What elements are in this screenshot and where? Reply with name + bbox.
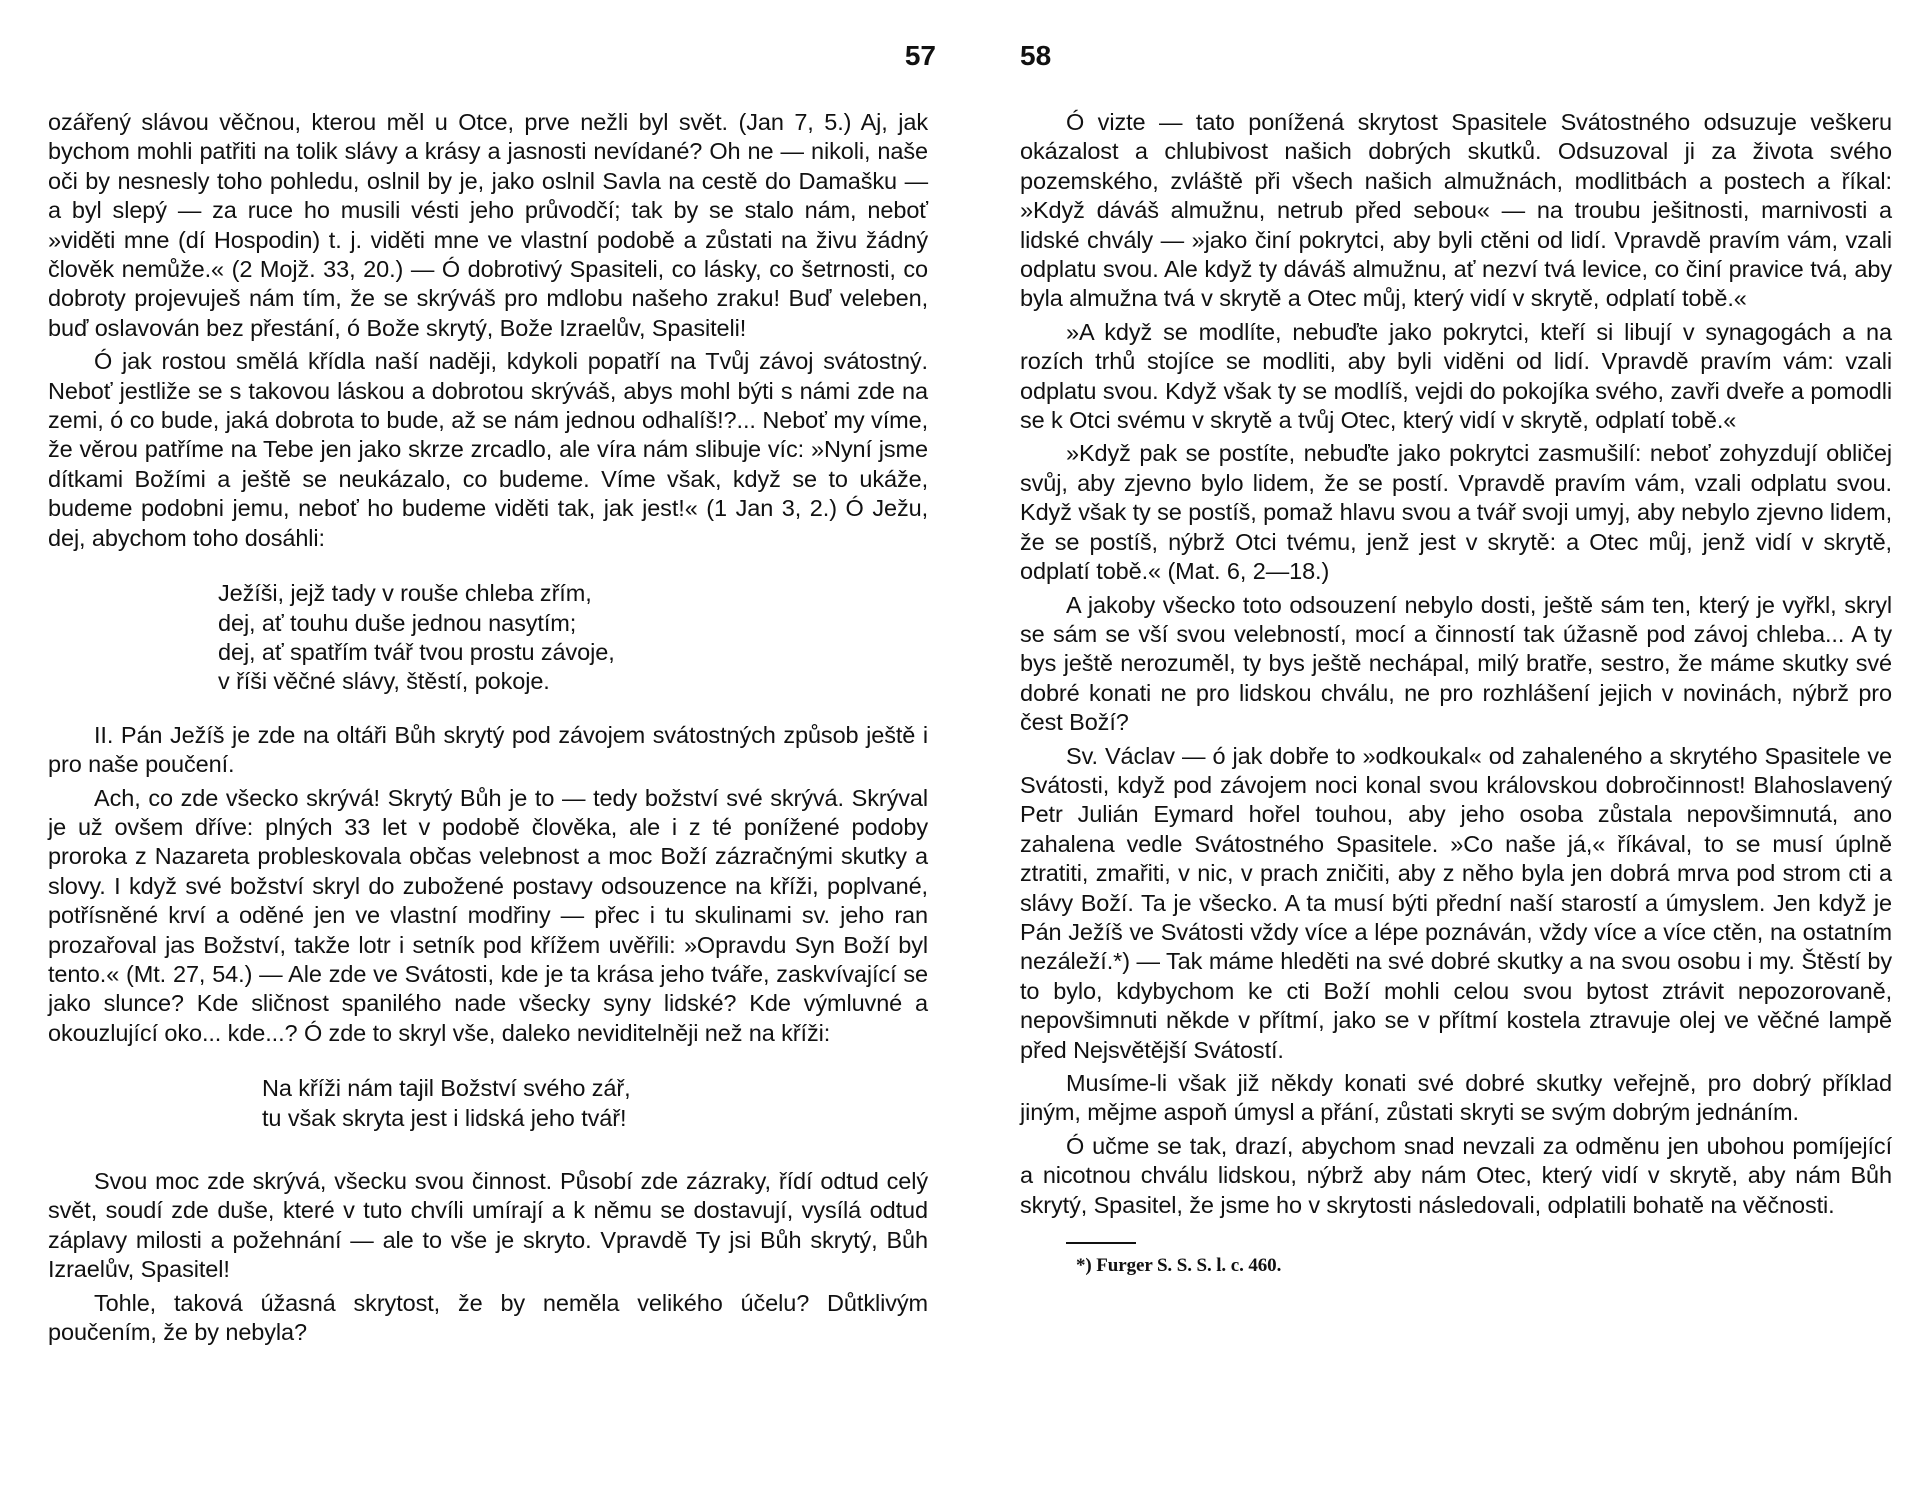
verse-line: dej, ať spatřím tvář tvou prostu závoje, [218,638,615,665]
page-body [48,108,928,1351]
verse-line: Na kříži nám tajil Božství svého zář, [262,1075,631,1102]
paragraph: Tohle, taková úžasná skrytost, že by neměla velikého účelu? Důtklivým poučením, že by nebyla? [48,1289,928,1346]
right-page [1020,0,1892,1500]
verse-block [218,579,928,697]
verse-line: dej, ať touhu duše jednou nasytím; [218,609,577,636]
paragraph: Musíme-li však již někdy konati své dobré skutky veřejně, pro dobrý příklad jiným, mějme aspoň úmysl a přání, zůstati skryti se svým dobrým jednáním. [1020,1070,1892,1126]
page-number: 57 [904,40,936,71]
paragraph: Svou moc zde skrývá, všecku svou činnost. Působí zde zázraky, řídí odtud celý svět, soudí zde duše, které v tuto chvíli umírají a k němu se dostavují, vysílá odtud záplavy milosti a požehnání — ale to vše je skryto. Vpravdě Ty jsi Bůh skrytý, Bůh Izraelův, Spasitel! [48,1168,928,1283]
paragraph: ozářený slávou věčnou, kterou měl u Otce, prve nežli byl svět. (Jan 7, 5.) Aj, jak bychom mohli patřiti na tolik slávy a krásy a jasnosti nevídané? Oh ne — nikoli, naše oči by nesnesly toho pohledu, oslnil by je, jako oslnil Savla na cestě do Damašku — a byl slepý — za ruce ho musili vésti jeho průvodčí; tak by se stalo nám, neboť »viděti mne (dí Hospodin) t. j. viděti mne ve vlastní podobě a zůstati na živu žádný člověk nemůže.« (2 Mojž. 33, 20.) — Ó dobrotivý Spasiteli, co lásky, co šetrnosti, co dobroty projevuješ nám tím, že se skrýváš pro mdlobu našeho zraku! Buď veleben, buď oslavován bez přestání, ó Bože skrytý, Bože Izraelův, Spasiteli! [48,109,928,341]
paragraph: »A když se modlíte, nebuďte jako pokrytci, kteří si libují v synagogách a na rozích trhů stojíce se modliti, aby byli viděni od lidí. Vpravdě pravím vám: vzali odplatu svou. Když však ty se modlíš, vejdi do pokojíka svého, zavři dveře a pomodli se k Otci svému v skrytě a tvůj Otec, který vidí v skrytě, odplatí tobě.« [1020,318,1892,434]
paragraph: Sv. Václav — ó jak dobře to »odkoukal« od zahaleného a skrytého Spasitele ve Svátosti, když pod závojem noci konal svou královskou dobročinnost! Blahoslavený Petr Julián Eymard hořel touhou, aby jeho osoba zůstala nepovšimnutá, ano zahalena vedle Svátostného Spasitele. »Co naše já,« říkával, to se musí úplně ztratiti, zmařiti, v nic, v prach zničiti, aby z něho byla jen dobrá mrva pod strom cti a slávy Boží. Ta je všecko. A ta musí býti přední naší starostí a úmyslem. Jen když je Pán Ježíš ve Svátosti vždy více a lépe poznáván, vždy více a více ctěn, na ostatním nezáleží.*) — Tak máme hleděti na své dobré skutky a na svou osobu i my. Štěstí by to bylo, kdybychom ke cti Boží mohli celou svou bytost ztrávit nepozorovaně, nepovšimnuti někde v přítmí, jako se v přítmí kostela ztravuje olej ve věčné lampě před Nejsvětější Svátostí. [1020,742,1892,1063]
paragraph: Ó učme se tak, drazí, abychom snad nevzali za odměnu jen ubohou pomíjející a nicotnou chválu lidskou, nýbrž aby nám Otec, který vidí v skrytě, aby nám Bůh skrytý, Spasitel, že jsme ho v skrytosti následovali, odplatili bohatě na věčnosti. [1020,1132,1892,1218]
paragraph: Ach, co zde všecko skrývá! Skrytý Bůh je to — tedy božství své skrývá. Skrýval je už ovšem dříve: plných 33 let v podobě člověka, ale i z té ponížené podoby proroka z Nazareta probleskovala občas velebnost a moc Boží zázračnými skutky a slovy. I když své božství skryl do zubožené postavy odsouzence na kříži, poplvané, potřísněné krví a oděné jen ve vlastní modřiny — přec i tu skulinami sv. jeho ran prozařoval jas Božství, takže lotr i setník pod křížem uvěřili: »Opravdu Syn Boží byl tento.« (Mt. 27, 54.) — Ale zde ve Svátosti, kde je ta krása jeho tváře, zaskvívající se jako slunce? Kde sličnost spanilého nade všecky syny lidské? Kde výmluvné a okouzlující oko... kde...? Ó zde to skryl vše, daleko neviditelněji než na kříži: [48,784,928,1046]
left-page [48,0,936,1500]
verse-line: v říši věčné slávy, štěstí, pokoje. [218,668,550,695]
page-body [1020,108,1892,1278]
verse-line: tu však skryta jest i lidská jeho tvář! [262,1104,627,1131]
footnote: *) Furger S. S. S. l. c. 460. [1076,1255,1282,1277]
footnote-rule [1066,1242,1136,1244]
verse-line: Ježíši, jejž tady v rouše chleba zřím, [218,580,592,607]
paragraph: Ó vizte — tato ponížená skrytost Spasitele Svátostného odsuzuje veškeru okázalost a chlubivost našich dobrých skutků. Odsuzoval ji za života svého pozemského, zvláště při všech našich almužnách, modlitbách a postech a říkal: »Když dáváš almužnu, netrub před sebou« — na troubu ješitnosti, marnivosti a lidské chvály — »jako činí pokrytci, aby byli ctěni od lidí. Vpravdě pravím vám, vzali odplatu svou. Ale když ty dáváš almužnu, ať nezví tvá levice, co činí pravice tvá, aby byla almužna tvá v skrytě a Otec můj, který vidí v skrytě, odplatí tobě.« [1020,109,1892,312]
paragraph: Ó jak rostou smělá křídla naší naději, kdykoli popatří na Tvůj závoj svátostný. Neboť jestliže se s takovou láskou a dobrotou skrýváš, abys mohl býti s námi zde na zemi, ó co bude, jaká dobrota to bude, až se nám jednou odhalíš!?... Neboť my víme, že věrou patříme na Tebe jen jako skrze zrcadlo, ale víra nám slibuje víc: »Nyní jsme dítkami Božími a ještě se neukázalo, co budeme. Víme však, když se to ukáže, budeme podobni jemu, neboť ho budeme viděti tak, jak jest!« (1 Jan 3, 2.) Ó Ježu, dej, abychom toho dosáhli: [48,348,928,551]
verse-block [262,1074,928,1133]
paragraph: »Když pak se postíte, nebuďte jako pokrytci zasmušilí: neboť zohyzdují obličej svůj, aby zjevno bylo lidem, že se postí. Vpravdě pravím vám, vzali odplatu svou. Když však ty se postíš, pomaž hlavu svou a tvář svoji umyj, aby nebylo zjevno lidem, že se postíš, nýbrž Otci tvému, jenž jest v skrytě: a Otec můj, jenž vidí v skrytě, odplatí tobě.« (Mat. 6, 2—18.) [1020,440,1892,585]
section-heading-paragraph: II. Pán Ježíš je zde na oltáři Bůh skrytý pod závojem svátostných způsob ještě i pro naše poučení. [48,721,928,778]
paragraph: A jakoby všecko toto odsouzení nebylo dosti, ještě sám ten, který je vyřkl, skryl se sám se vší svou velebností, mocí a činností tak úžasně pod závoj chleba... A ty bys ještě nerozuměl, ty bys ještě nechápal, milý bratře, sestro, že máme skutky své dobré konati ne pro lidskou chválu, ne pro rozhlášení jejich v novinách, nýbrž pro čest Boží? [1020,591,1892,736]
page-number: 58 [1020,40,1052,71]
